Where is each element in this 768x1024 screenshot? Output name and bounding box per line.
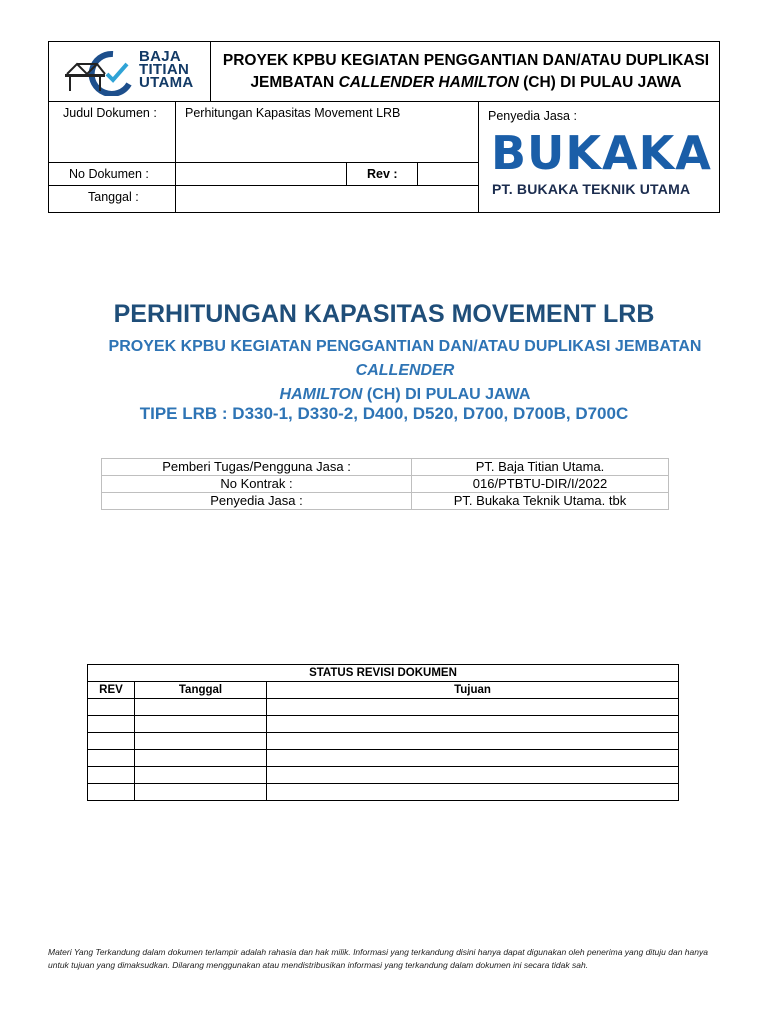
judul-label: Judul Dokumen : <box>63 106 157 120</box>
info-label: No Kontrak : <box>102 476 412 493</box>
info-label: Pemberi Tugas/Pengguna Jasa : <box>102 459 412 476</box>
table-row <box>102 459 669 476</box>
tanggal-cell <box>135 784 267 801</box>
subtitle-italic-1: CALLENDER <box>355 362 455 379</box>
document-header <box>48 41 720 213</box>
info-value: PT. Bukaka Teknik Utama. tbk <box>412 493 669 510</box>
logo-line-3: UTAMA <box>139 74 194 91</box>
table-row <box>88 750 679 767</box>
confidentiality-footer: Materi Yang Terkandung dalam dokumen terlampir adalah rahasia dan hak milik. Informasi yang terkandung disini hanya dapat digunakan oleh penerima yang dituju dan hanya untuk tujuan yang dimaksudkan. Dilarang menggunakan atau mendistribusikan informasi yang terkandung dalam dokumen ini secara tidak sah. <box>48 947 708 970</box>
project-title-post: (CH) DI PULAU JAWA <box>518 74 682 91</box>
tanggal-label: Tanggal : <box>88 190 139 204</box>
table-row <box>88 716 679 733</box>
vendor-name: PT. BUKAKA TEKNIK UTAMA <box>492 181 691 197</box>
table-row <box>88 767 679 784</box>
tanggal-cell <box>135 716 267 733</box>
subtitle-post: (CH) DI PULAU JAWA <box>362 386 531 403</box>
table-header-row <box>88 682 679 699</box>
document-title: PERHITUNGAN KAPASITAS MOVEMENT LRB <box>113 300 655 328</box>
table-row <box>102 476 669 493</box>
bridge-logo-icon <box>63 48 143 96</box>
contract-info-table <box>101 458 669 510</box>
rev-cell <box>88 784 135 801</box>
rev-cell <box>88 750 135 767</box>
tanggal-cell <box>135 733 267 750</box>
subtitle-italic-2: HAMILTON <box>279 386 363 403</box>
tujuan-cell <box>267 784 679 801</box>
table-row <box>88 699 679 716</box>
logo-line-2: TITIAN <box>139 61 190 78</box>
table-row <box>88 784 679 801</box>
column-header-rev: REV <box>88 682 135 699</box>
rev-label: Rev : <box>367 167 398 181</box>
tanggal-cell <box>135 750 267 767</box>
vendor-logo: BUKAKA <box>491 126 712 180</box>
tanggal-cell <box>135 767 267 784</box>
project-title-pre: JEMBATAN <box>250 74 339 91</box>
project-title-line2 <box>211 72 721 94</box>
subtitle-pre: PROYEK KPBU KEGIATAN PENGGANTIAN DAN/ATAU DUPLIKASI JEMBATAN <box>108 338 702 355</box>
document-subtitle <box>90 335 720 407</box>
project-title <box>211 50 721 94</box>
no-dokumen-label: No Dokumen : <box>69 167 149 181</box>
status-table-title: STATUS REVISI DOKUMEN <box>88 665 679 682</box>
info-label: Penyedia Jasa : <box>102 493 412 510</box>
table-row <box>88 733 679 750</box>
rev-cell <box>88 699 135 716</box>
judul-value: Perhitungan Kapasitas Movement LRB <box>185 106 401 120</box>
lrb-type-title: TIPE LRB : D330-1, D330-2, D400, D520, D700, D700B, D700C <box>139 404 629 423</box>
logo-line-1: BAJA <box>139 48 182 65</box>
info-value: PT. Baja Titian Utama. <box>412 459 669 476</box>
info-value: 016/PTBTU-DIR/I/2022 <box>412 476 669 493</box>
tujuan-cell <box>267 733 679 750</box>
penyedia-label: Penyedia Jasa : <box>488 109 577 123</box>
revision-status-table <box>87 664 679 801</box>
table-title-row <box>88 665 679 682</box>
rev-cell <box>88 716 135 733</box>
project-title-line1: PROYEK KPBU KEGIATAN PENGGANTIAN DAN/ATAU DUPLIKASI <box>222 52 710 69</box>
column-header-tujuan: Tujuan <box>267 682 679 699</box>
tujuan-cell <box>267 767 679 784</box>
table-row <box>102 493 669 510</box>
rev-cell <box>88 733 135 750</box>
tujuan-cell <box>267 716 679 733</box>
project-title-italic: CALLENDER HAMILTON <box>338 74 519 91</box>
company-logo-text <box>139 50 194 89</box>
tanggal-cell <box>135 699 267 716</box>
tujuan-cell <box>267 750 679 767</box>
tujuan-cell <box>267 699 679 716</box>
rev-cell <box>88 767 135 784</box>
column-header-tanggal: Tanggal <box>135 682 267 699</box>
